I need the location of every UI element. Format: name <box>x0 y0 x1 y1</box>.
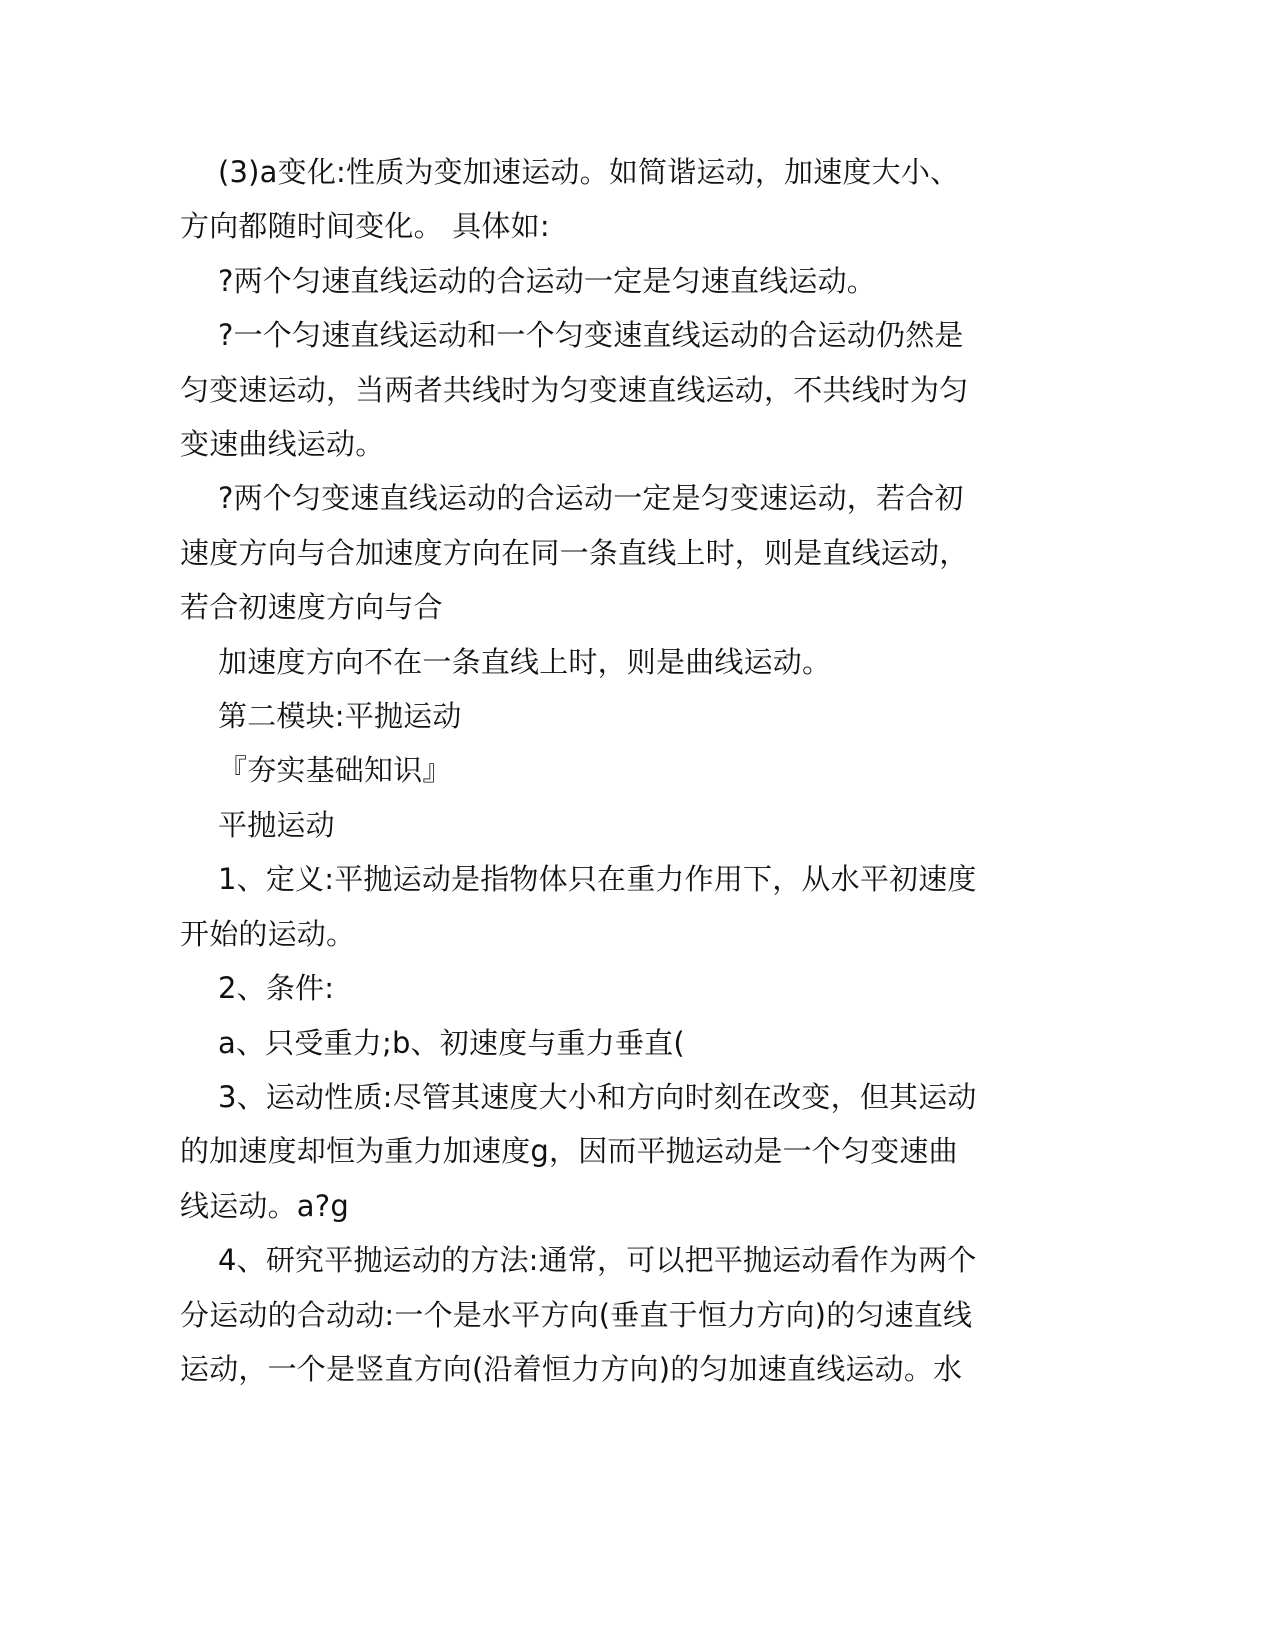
line-7: ?两个匀变速直线运动的合运动一定是匀变速运动，若合初 <box>218 481 964 516</box>
line-14: 1、定义:平抛运动是指物体只在重力作用下，从水平初速度 <box>218 862 977 897</box>
line-6: 变速曲线运动。 <box>180 427 385 462</box>
document-body <box>180 145 1050 1396</box>
line-20: 线运动。a?g <box>180 1188 349 1223</box>
line-21: 4、研究平抛运动的方法:通常，可以把平抛运动看作为两个 <box>218 1243 977 1278</box>
line-17: a、只受重力;b、初速度与重力垂直( <box>218 1025 685 1060</box>
line-2: 方向都随时间变化。 具体如: <box>180 209 550 244</box>
line-4: ?一个匀速直线运动和一个匀变速直线运动的合运动仍然是 <box>218 318 964 353</box>
line-15: 开始的运动。 <box>180 916 356 951</box>
line-8: 速度方向与合加速度方向在同一条直线上时，则是直线运动， <box>180 535 969 570</box>
section-heading: 第二模块:平抛运动 <box>218 699 462 734</box>
line-19: 的加速度却恒为重力加速度g，因而平抛运动是一个匀变速曲 <box>180 1134 958 1169</box>
line-23: 运动，一个是竖直方向(沿着恒力方向)的匀加速直线运动。水 <box>180 1351 963 1386</box>
line-1: (3)a变化:性质为变加速运动。如简谐运动，加速度大小、 <box>218 155 960 189</box>
subsection-heading: 『夯实基础知识』 <box>218 753 452 788</box>
line-3: ?两个匀速直线运动的合运动一定是匀速直线运动。 <box>218 263 876 298</box>
line-9: 若合初速度方向与合 <box>180 590 443 625</box>
line-22: 分运动的合动动:一个是水平方向(垂直于恒力方向)的匀速直线 <box>180 1297 973 1332</box>
line-18: 3、运动性质:尽管其速度大小和方向时刻在改变，但其运动 <box>218 1079 977 1114</box>
line-10: 加速度方向不在一条直线上时，则是曲线运动。 <box>218 644 832 679</box>
topic-heading: 平抛运动 <box>218 807 335 842</box>
line-16: 2、条件: <box>218 971 335 1006</box>
line-5: 匀变速运动，当两者共线时为匀变速直线运动，不共线时为匀 <box>180 372 969 407</box>
